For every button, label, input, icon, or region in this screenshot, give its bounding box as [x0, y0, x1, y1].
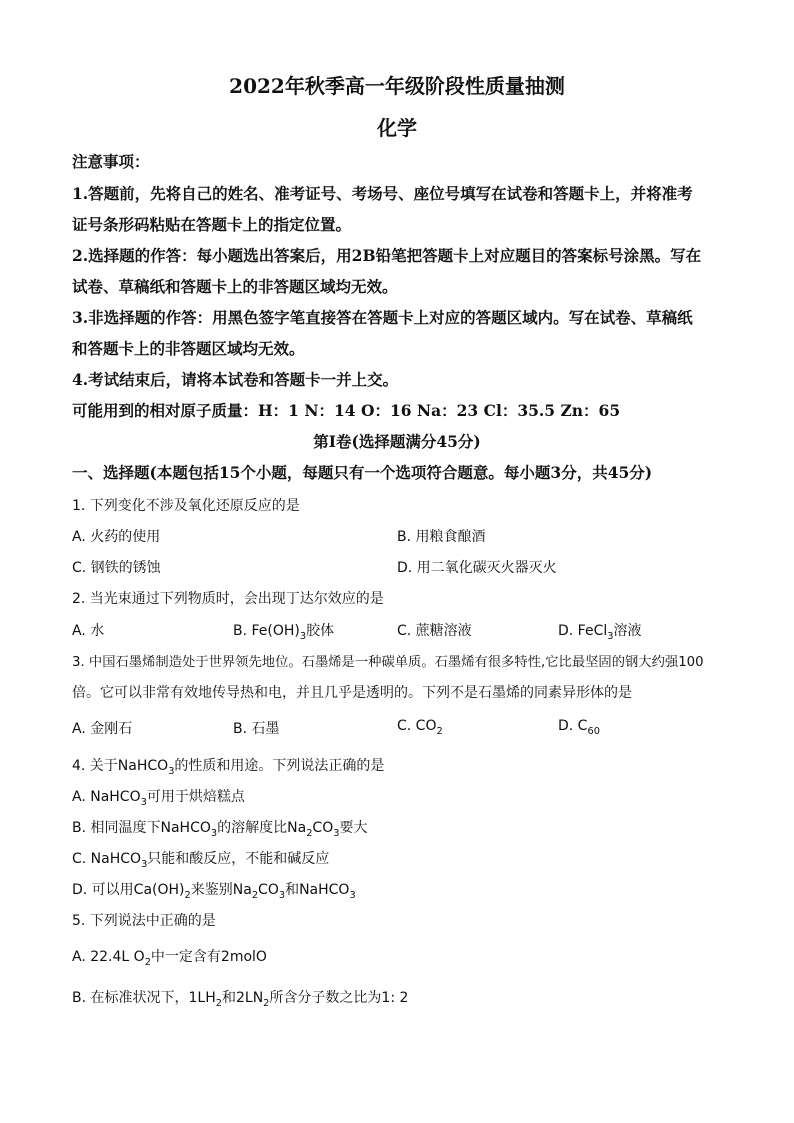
notice-item-4: 4.考试结束后，请将本试卷和答题卡一并上交。 — [72, 370, 399, 389]
question-1-stem: 1. 下列变化不涉及氧化还原反应的是 — [72, 498, 300, 514]
question-1-option-d: D. 用二氧化碳灭火器灭火 — [397, 560, 557, 576]
notice-heading: 注意事项： — [72, 152, 150, 171]
notice-item-2-line-2: 试卷、草稿纸和答题卡上的非答题区域均无效。 — [72, 277, 398, 296]
part-title: 一、选择题(本题包括15个小题，每题只有一个选项符合题意。每小题3分，共45分) — [72, 463, 653, 482]
question-2-stem: 2. 当光束通过下列物质时，会出现丁达尔效应的是 — [72, 591, 384, 607]
question-3-option-d: D. $C_{60}$ — [558, 718, 600, 737]
volume-title: 第Ⅰ卷(选择题满分45分) — [313, 432, 481, 451]
question-2-option-d: D. FeCl$_3$溶液 — [558, 623, 642, 642]
notice-item-1-line-1: 1.答题前，先将自己的姓名、准考证号、考场号、座位号填写在试卷和答题卡上，并将准考 — [72, 184, 693, 203]
question-5-option-b: B. 在标准状况下，$1LH_2$和$2LN_2$所含分子数之比为1: 2 — [72, 990, 409, 1009]
question-3-option-a: A. 金刚石 — [72, 721, 133, 737]
question-5-option-a: A. 22.4L $O_2$中一定含有2molO — [72, 949, 267, 968]
question-3-stem-line-2: 倍。它可以非常有效地传导热和电，并且几乎是透明的。下列不是石墨烯的同素异形体的是 — [72, 685, 632, 701]
notice-item-1-line-2: 证号条形码粘贴在答题卡上的指定位置。 — [72, 215, 352, 234]
question-4-stem: 4. 关于NaHCO$_3$的性质和用途。下列说法正确的是 — [72, 758, 385, 777]
question-2-option-a: A. 水 — [72, 623, 105, 639]
atomic-masses: 可能用到的相对原子质量：H：1 N：14 O：16 Na：23 Cl：35.5 Zn：65 — [72, 401, 621, 420]
question-1-option-c: C. 钢铁的锈蚀 — [72, 560, 161, 576]
question-1-option-b: B. 用粮食酿酒 — [397, 529, 486, 545]
notice-item-2-line-1: 2.选择题的作答：每小题选出答案后，用2B铅笔把答题卡上对应题目的答案标号涂黑。写在 — [72, 246, 702, 265]
question-1-option-a: A. 火药的使用 — [72, 529, 161, 545]
notice-item-3-line-1: 3.非选择题的作答：用黑色签字笔直接答在答题卡上对应的答题区域内。写在试卷、草稿纸 — [72, 308, 693, 327]
notice-item-3-line-2: 和答题卡上的非答题区域均无效。 — [72, 339, 305, 358]
question-3-stem-line-1: 3. 中国石墨烯制造处于世界领先地位。石墨烯是一种碳单质。石墨烯有很多特性,它比最坚固的钢大约强100 — [72, 655, 704, 670]
question-4-option-d: D. 可以用$Ca(OH)_2$来鉴别$Na_2CO_3$和NaHCO$_3$ — [72, 882, 356, 901]
exam-title: 2022年秋季高一年级阶段性质量抽测 — [229, 74, 565, 98]
question-2-option-b: B. $Fe(OH)_3$胶体 — [233, 623, 335, 642]
question-4-option-a: A. NaHCO$_3$可用于烘焙糕点 — [72, 789, 245, 808]
question-3-option-c: C. $CO_2$ — [397, 718, 443, 737]
question-4-option-b: B. 相同温度下NaHCO$_3$的溶解度比$Na_2CO_3$要大 — [72, 820, 368, 839]
question-3-option-b: B. 石墨 — [233, 721, 280, 737]
question-5-stem: 5. 下列说法中正确的是 — [72, 913, 216, 929]
question-2-option-c: C. 蔗糖溶液 — [397, 623, 472, 639]
subject-title: 化学 — [377, 116, 417, 140]
question-4-option-c: C. NaHCO$_3$只能和酸反应，不能和碱反应 — [72, 851, 330, 870]
